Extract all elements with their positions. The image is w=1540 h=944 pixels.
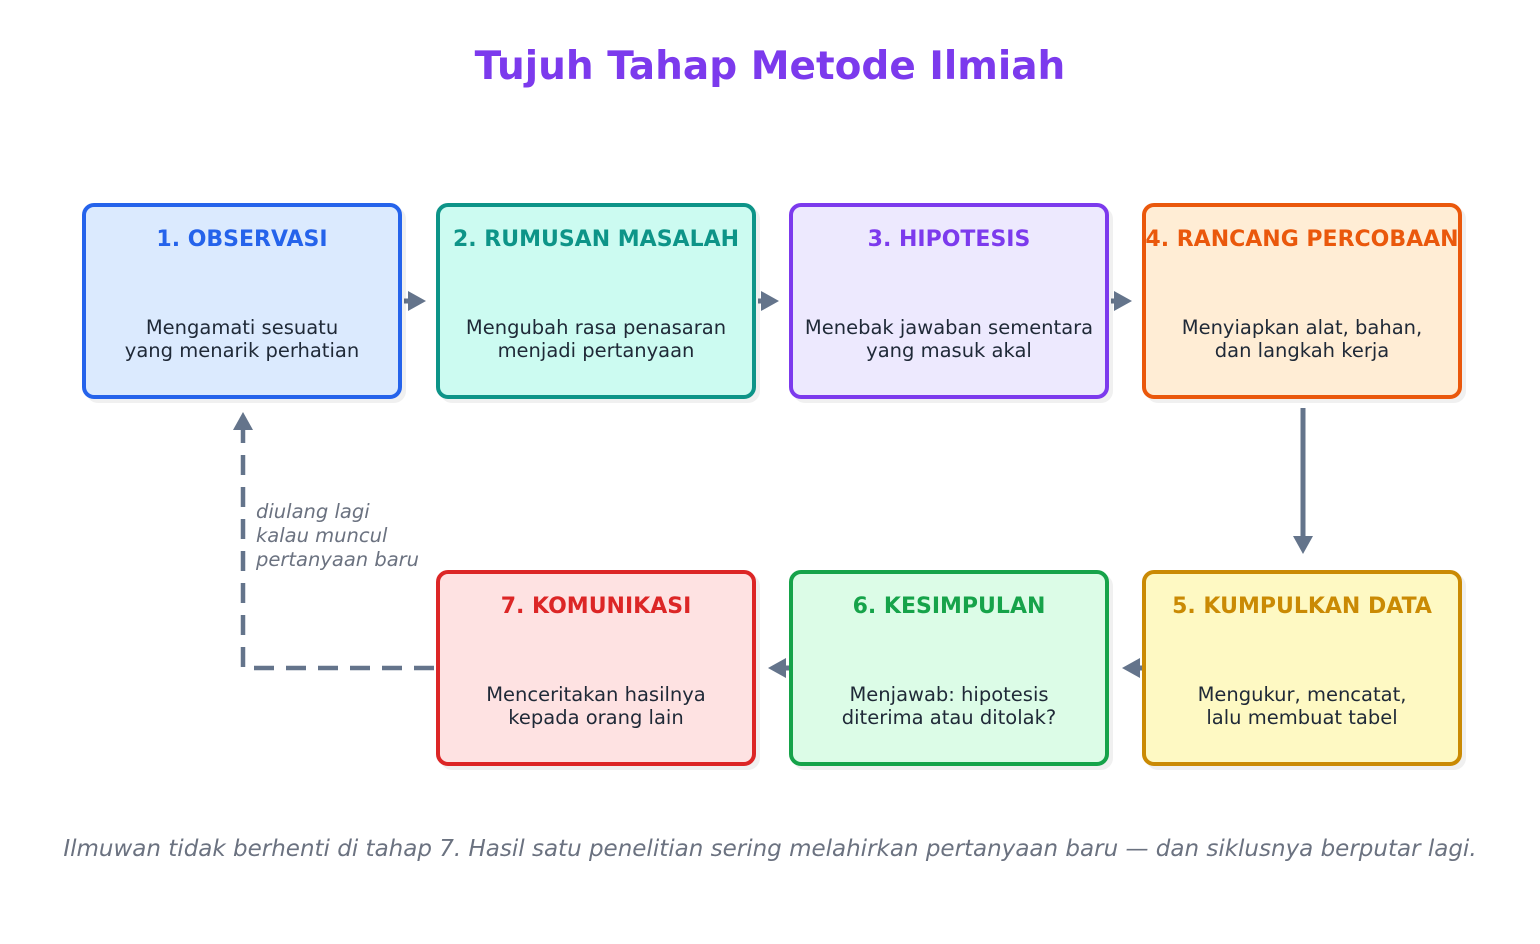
- diagram-title: Tujuh Tahap Metode Ilmiah: [474, 44, 1066, 89]
- step-title: 4. RANCANG PERCOBAAN: [1145, 227, 1459, 252]
- step-desc-line: Menjawab: hipotesis: [849, 683, 1049, 706]
- loop-note-line: diulang lagi: [256, 500, 370, 523]
- step-desc-line: dan langkah kerja: [1214, 339, 1390, 362]
- step-desc-line: yang masuk akal: [866, 339, 1032, 362]
- step-desc-line: Mengukur, mencatat,: [1197, 683, 1407, 706]
- step-description: [66, 316, 418, 362]
- step-desc-line: Mengubah rasa penasaran: [465, 316, 727, 339]
- step-title: 2. RUMUSAN MASALAH: [452, 227, 740, 252]
- step-title: 5. KUMPULKAN DATA: [1172, 594, 1432, 619]
- step-desc-line: yang menarik perhatian: [124, 339, 360, 362]
- step-desc-line: kepada orang lain: [508, 706, 684, 729]
- step-description: [773, 683, 1125, 729]
- step-kumpulkan-data: [1142, 570, 1462, 766]
- footer-caption: Ilmuwan tidak berhenti di tahap 7. Hasil satu penelitian sering melahirkan pertanyaan baru — dan siklusnya berputar lagi.: [63, 836, 1477, 862]
- step-description: [1126, 683, 1478, 729]
- step-description: [420, 316, 772, 362]
- loop-note-line: kalau muncul: [256, 524, 388, 547]
- step-title: 6. KESIMPULAN: [852, 594, 1046, 619]
- step-desc-line: diterima atau ditolak?: [841, 706, 1057, 729]
- step-description: [773, 316, 1125, 362]
- step-description: [420, 683, 772, 729]
- step-observasi: [82, 203, 402, 399]
- step-desc-line: Mengamati sesuatu: [145, 316, 339, 339]
- step-title: 1. OBSERVASI: [156, 227, 328, 252]
- loop-note: [256, 500, 419, 572]
- step-desc-line: menjadi pertanyaan: [497, 339, 695, 362]
- step-desc-line: Menceritakan hasilnya: [486, 683, 706, 706]
- step-desc-line: lalu membuat tabel: [1206, 706, 1398, 729]
- step-rumusan-masalah: [436, 203, 756, 399]
- step-hipotesis: [789, 203, 1109, 399]
- step-desc-line: Menebak jawaban sementara: [804, 316, 1094, 339]
- step-description: [1126, 316, 1478, 362]
- loop-note-line: pertanyaan baru: [256, 548, 420, 571]
- step-rancang-percobaan: [1142, 203, 1462, 399]
- step-title: 7. KOMUNIKASI: [500, 594, 692, 619]
- step-komunikasi: [436, 570, 756, 766]
- step-title: 3. HIPOTESIS: [867, 227, 1031, 252]
- step-kesimpulan: [789, 570, 1109, 766]
- step-desc-line: Menyiapkan alat, bahan,: [1181, 316, 1423, 339]
